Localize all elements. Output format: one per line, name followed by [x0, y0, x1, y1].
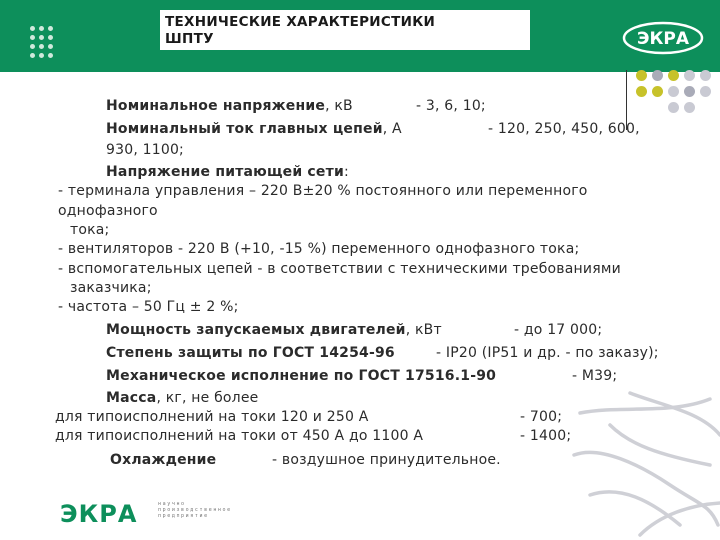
mech-value: - М39; [572, 368, 618, 384]
cooling-label: Охлаждение [110, 452, 217, 468]
supply-item: - частота – 50 Гц ± 2 %; [58, 299, 239, 315]
current-unit: , А [382, 121, 402, 137]
footer-tagline-line: производственное [158, 507, 232, 513]
header-logo-text: ЭКРА [637, 29, 689, 49]
voltage-unit: , кВ [325, 98, 353, 114]
protection-label: Степень защиты по ГОСТ 14254-96 [106, 345, 395, 361]
supply-item: - вентиляторов - 220 В (+10, -15 %) переменного однофазного тока; [58, 241, 580, 257]
page-title-line2: ШПТУ [165, 31, 214, 47]
supply-item: - вспомогательных цепей - в соответствии с техническими требованиями [58, 261, 621, 277]
mass-line [106, 389, 258, 407]
cooling-value: - воздушное принудительное. [272, 452, 501, 468]
current-value: - 120, 250, 450, 600, [488, 121, 640, 137]
motor-value: - до 17 000; [514, 322, 603, 338]
supply-label: Напряжение питающей сети [106, 164, 344, 180]
mech-label: Механическое исполнение по ГОСТ 17516.1-90 [106, 368, 497, 384]
voltage-label: Номинальное напряжение [106, 98, 326, 114]
supply-item: - терминала управления – 220 В±20 % постоянного или переменного [58, 183, 588, 199]
supply-item: заказчика; [70, 280, 152, 296]
current-line [106, 120, 402, 138]
mass-row-value: - 1400; [520, 428, 572, 444]
mass-label: Масса [106, 390, 157, 406]
motor-label: Мощность запускаемых двигателей [106, 322, 406, 338]
mass-row-text: для типоисполнений на токи 120 и 250 А [55, 409, 369, 425]
motor-unit: , кВт [405, 322, 442, 338]
protection-value: - IP20 (IP51 и др. - по заказу); [436, 345, 659, 361]
protection-line [106, 344, 395, 362]
supply-colon: : [343, 164, 349, 180]
mech-line [106, 367, 496, 385]
voltage-value: - 3, 6, 10; [416, 98, 486, 114]
footer-tagline-line: научно [158, 501, 186, 507]
supply-line [106, 163, 349, 181]
mass-row-value: - 700; [520, 409, 563, 425]
decorative-curves-icon [560, 385, 720, 540]
footer-tagline-line: предприятие [158, 513, 209, 519]
footer-logo-text: ЭКРА [60, 500, 138, 526]
supply-item: однофазного [58, 203, 158, 219]
footer-tagline [158, 501, 268, 519]
motor-line [106, 321, 442, 339]
voltage-line [106, 97, 353, 115]
mass-row-text: для типоисполнений на токи от 450 А до 1100 А [55, 428, 424, 444]
mass-unit: , кг, не более [156, 390, 259, 406]
page-title-line1: ТЕХНИЧЕСКИЕ ХАРАКТЕРИСТИКИ [165, 14, 436, 30]
current-label: Номинальный ток главных цепей [106, 121, 383, 137]
cooling-line [110, 451, 216, 469]
current-value-cont: 930, 1100; [106, 142, 184, 158]
footer-ekra-logo-icon [60, 500, 152, 526]
supply-item: тока; [70, 222, 110, 238]
